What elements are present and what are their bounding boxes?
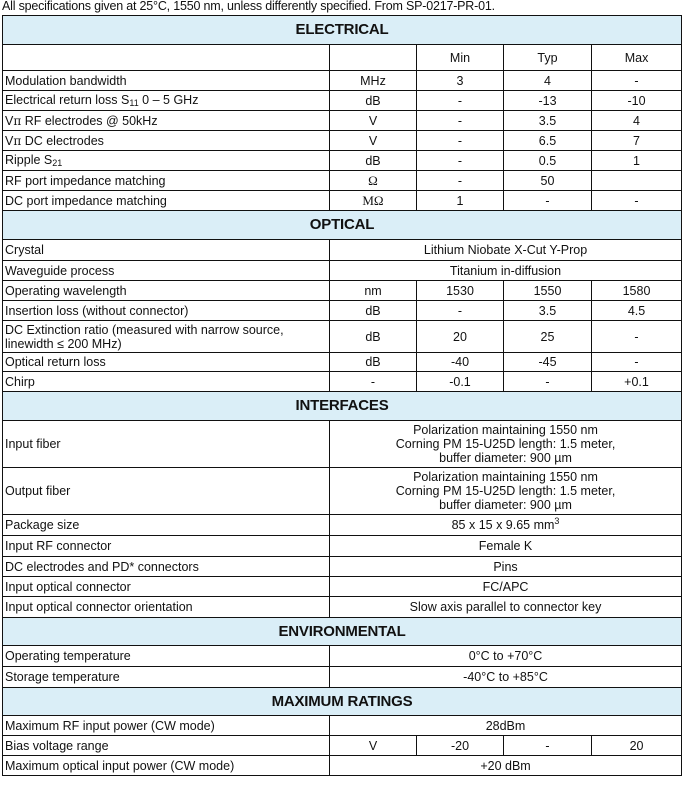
- max-value: [592, 171, 682, 191]
- table-row: [3, 261, 682, 281]
- unit: dB: [330, 321, 417, 353]
- typ-value: 6.5: [504, 131, 592, 151]
- table-row: [3, 71, 682, 91]
- param-text: Ripple S: [5, 153, 53, 167]
- param-name: [3, 321, 330, 353]
- min-value: -: [417, 91, 504, 111]
- section-title: INTERFACES: [3, 392, 682, 421]
- param-text: RF electrodes @ 50kHz: [21, 113, 158, 128]
- typ-value: 25: [504, 321, 592, 353]
- param-value: Pins: [330, 557, 682, 577]
- value-line: buffer diameter: 900 µm: [439, 498, 572, 512]
- unit: MHz: [330, 71, 417, 91]
- table-row: [3, 597, 682, 618]
- max-value: -10: [592, 91, 682, 111]
- table-row: [3, 557, 682, 577]
- table-row: [3, 281, 682, 301]
- param-value: Lithium Niobate X-Cut Y-Prop: [330, 240, 682, 261]
- table-row: [3, 372, 682, 392]
- pi-symbol: π: [13, 113, 22, 128]
- param-name: DC port impedance matching: [3, 191, 330, 211]
- min-value: -: [417, 301, 504, 321]
- min-value: -0.1: [417, 372, 504, 392]
- max-value: 20: [592, 736, 682, 756]
- table-row: [3, 191, 682, 211]
- param-name: Operating temperature: [3, 646, 330, 667]
- param-text: V: [5, 133, 14, 148]
- unit: V: [330, 111, 417, 131]
- value-text: 85 x 15 x 9.65 mm: [451, 517, 555, 532]
- section-title: MAXIMUM RATINGS: [3, 688, 682, 716]
- param-name: Insertion loss (without connector): [3, 301, 330, 321]
- param-name: [3, 131, 330, 151]
- param-value: FC/APC: [330, 577, 682, 597]
- table-row: [3, 736, 682, 756]
- table-row: [3, 171, 682, 191]
- param-text: 0 – 5 GHz: [138, 93, 199, 107]
- max-value: -: [592, 321, 682, 353]
- value-line: Corning PM 15-U25D length: 1.5 meter,: [395, 437, 616, 451]
- param-name: Waveguide process: [3, 261, 330, 281]
- param-name: [3, 111, 330, 131]
- min-value: -: [417, 151, 504, 171]
- min-value: -: [417, 131, 504, 151]
- param-value: Female K: [330, 536, 682, 557]
- unit: dB: [330, 91, 417, 111]
- min-value: 3: [417, 71, 504, 91]
- column-header-min: Min: [417, 45, 504, 71]
- section-title: ELECTRICAL: [3, 16, 682, 45]
- param-text: Electrical return loss S: [5, 93, 130, 107]
- param-name: Input RF connector: [3, 536, 330, 557]
- unit: dB: [330, 151, 417, 171]
- typ-value: 3.5: [504, 301, 592, 321]
- param-name: Storage temperature: [3, 667, 330, 688]
- value-line: Polarization maintaining 1550 nm: [413, 423, 598, 437]
- max-value: 4: [592, 111, 682, 131]
- typ-value: -45: [504, 353, 592, 372]
- unit: MΩ: [330, 191, 417, 211]
- section-header-environmental: [3, 618, 682, 646]
- specifications-table: [2, 15, 682, 776]
- table-row: [3, 301, 682, 321]
- param-name: Modulation bandwidth: [3, 71, 330, 91]
- section-header-optical: [3, 211, 682, 240]
- param-name: Package size: [3, 515, 330, 536]
- min-value: -: [417, 171, 504, 191]
- param-value: Titanium in-diffusion: [330, 261, 682, 281]
- param-name: Maximum RF input power (CW mode): [3, 716, 330, 736]
- typ-value: 0.5: [504, 151, 592, 171]
- typ-value: 3.5: [504, 111, 592, 131]
- table-row: [3, 151, 682, 171]
- value-line: buffer diameter: 900 µm: [439, 451, 572, 465]
- min-value: -20: [417, 736, 504, 756]
- table-row: [3, 646, 682, 667]
- table-row: [3, 515, 682, 536]
- param-name: Maximum optical input power (CW mode): [3, 756, 330, 776]
- table-row: [3, 667, 682, 688]
- param-value: Slow axis parallel to connector key: [330, 597, 682, 618]
- table-row: [3, 321, 682, 353]
- typ-value: -: [504, 191, 592, 211]
- min-value: 20: [417, 321, 504, 353]
- section-header-interfaces: [3, 392, 682, 421]
- typ-value: 50: [504, 171, 592, 191]
- max-value: 1580: [592, 281, 682, 301]
- param-name: Operating wavelength: [3, 281, 330, 301]
- unit: dB: [330, 353, 417, 372]
- min-value: 1530: [417, 281, 504, 301]
- min-value: -: [417, 111, 504, 131]
- section-header-maximum-ratings: [3, 688, 682, 716]
- max-value: -: [592, 191, 682, 211]
- table-row: [3, 91, 682, 111]
- max-value: 7: [592, 131, 682, 151]
- table-row: [3, 756, 682, 776]
- unit: V: [330, 736, 417, 756]
- min-value: 1: [417, 191, 504, 211]
- param-value: [330, 421, 682, 468]
- param-value: -40°C to +85°C: [330, 667, 682, 688]
- param-text-line: DC Extinction ratio (measured with narrow source,: [5, 322, 284, 337]
- unit: dB: [330, 301, 417, 321]
- max-value: -: [592, 71, 682, 91]
- section-header-electrical: [3, 16, 682, 45]
- pi-symbol: π: [13, 133, 22, 148]
- param-name: RF port impedance matching: [3, 171, 330, 191]
- param-value: +20 dBm: [330, 756, 682, 776]
- param-name: [3, 151, 330, 171]
- table-row: [3, 468, 682, 515]
- max-value: 1: [592, 151, 682, 171]
- column-header-row: [3, 45, 682, 71]
- param-name: Input optical connector: [3, 577, 330, 597]
- max-value: 4.5: [592, 301, 682, 321]
- param-value: [330, 515, 682, 536]
- column-header-max: Max: [592, 45, 682, 71]
- param-text: DC electrodes: [21, 133, 104, 148]
- typ-value: -: [504, 372, 592, 392]
- unit: nm: [330, 281, 417, 301]
- typ-value: -: [504, 736, 592, 756]
- max-value: +0.1: [592, 372, 682, 392]
- param-name: Optical return loss: [3, 353, 330, 372]
- param-text-line: linewidth ≤ 200 MHz): [5, 336, 122, 351]
- spec-conditions-note: All specifications given at 25°C, 1550 nm, unless differently specified. From SP-0217-PR-01.: [2, 0, 495, 13]
- table-row: [3, 421, 682, 468]
- table-row: [3, 716, 682, 736]
- value-superscript: 3: [554, 515, 560, 526]
- param-name: Crystal: [3, 240, 330, 261]
- param-name: [3, 91, 330, 111]
- min-value: -40: [417, 353, 504, 372]
- value-line: Corning PM 15-U25D length: 1.5 meter,: [395, 484, 616, 498]
- unit: V: [330, 131, 417, 151]
- param-name: Output fiber: [3, 468, 330, 515]
- column-header-typ: Typ: [504, 45, 592, 71]
- table-row: [3, 111, 682, 131]
- param-value: [330, 468, 682, 515]
- param-name: Input fiber: [3, 421, 330, 468]
- table-row: [3, 536, 682, 557]
- column-header-unit: [330, 45, 417, 71]
- param-name: Chirp: [3, 372, 330, 392]
- table-row: [3, 131, 682, 151]
- typ-value: 1550: [504, 281, 592, 301]
- unit: Ω: [330, 171, 417, 191]
- section-title: ENVIRONMENTAL: [3, 618, 682, 646]
- param-subscript: 11: [129, 98, 139, 108]
- param-name: DC electrodes and PD* connectors: [3, 557, 330, 577]
- typ-value: 4: [504, 71, 592, 91]
- typ-value: -13: [504, 91, 592, 111]
- column-header-parameter: [3, 45, 330, 71]
- param-name: Input optical connector orientation: [3, 597, 330, 618]
- param-text: V: [5, 113, 14, 128]
- section-title: OPTICAL: [3, 211, 682, 240]
- param-value: 0°C to +70°C: [330, 646, 682, 667]
- param-subscript: 21: [52, 158, 63, 168]
- param-value: 28dBm: [330, 716, 682, 736]
- table-row: [3, 353, 682, 372]
- value-line: Polarization maintaining 1550 nm: [413, 470, 598, 484]
- unit: -: [330, 372, 417, 392]
- max-value: -: [592, 353, 682, 372]
- table-row: [3, 577, 682, 597]
- param-name: Bias voltage range: [3, 736, 330, 756]
- table-row: [3, 240, 682, 261]
